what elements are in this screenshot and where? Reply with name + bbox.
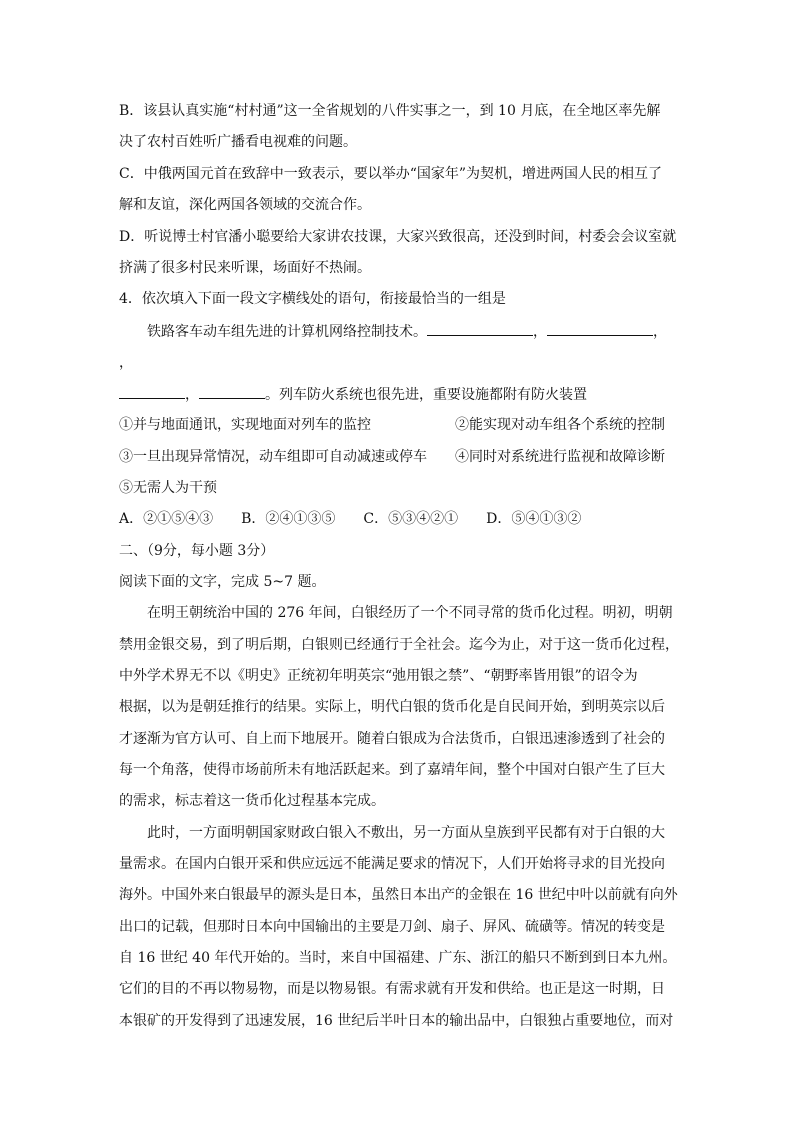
- paragraph-2-line: 量需求。在国内白银开采和供应远远不能满足要求的情况下，人们开始将寻求的目光投向: [119, 856, 665, 872]
- stray-comma: ，: [119, 355, 133, 371]
- question-4-passage-line-1: [147, 321, 667, 342]
- blank-4: [199, 384, 265, 399]
- section-instruction: 阅读下面的文字，完成 5~7 题。: [119, 574, 326, 590]
- option-d-line-1: D．听说博士村官潘小聪要给大家讲农技课，大家兴致很高，还没到时间，村委会会议室就: [119, 229, 677, 245]
- comma: ，: [185, 387, 199, 403]
- passage-start: 铁路客车动车组先进的计算机网络控制技术。: [147, 324, 427, 340]
- blank-3: [119, 384, 185, 399]
- paragraph-1-line: 根据，以为是朝廷推行的结果。实际上，明代白银的货币化是自民间开始，到明英宗以后: [119, 699, 665, 715]
- paragraph-1-line: 的需求，标志着这一货币化过程基本完成。: [119, 793, 385, 809]
- paragraph-1-line: 中外学术界无不以《明史》正统初年明英宗“弛用银之禁”、“朝野率皆用银”的诏令为: [119, 668, 638, 684]
- item-3: ③一旦出现异常情况，动车组即可自动减速或停车: [119, 449, 427, 465]
- passage-end: 。列车防火系统也很先进，重要设施都附有防火装置: [265, 387, 587, 403]
- option-d-line-2: 挤满了很多村民来听课，场面好不热闹。: [119, 260, 371, 276]
- paragraph-1-line: 才逐渐为官方认可、自上而下地展开。随着白银成为合法货币，白银迅速渗透到了社会的: [119, 731, 665, 747]
- comma: ，: [653, 324, 667, 340]
- item-2: ②能实现对动车组各个系统的控制: [455, 417, 665, 433]
- paragraph-2-line: 出口的记载，但那时日本向中国输出的主要是刀剑、扇子、屏风、硫磺等。情况的转变是: [119, 919, 665, 935]
- option-b-line-2: 决了农村百姓听广播看电视难的问题。: [119, 134, 357, 150]
- paragraph-2-line: 自 16 世纪 40 年代开始的。当时，来自中国福建、广东、浙江的船只不断到到日本九州。: [119, 950, 677, 966]
- item-4: ④同时对系统进行监视和故障诊断: [455, 449, 665, 465]
- paragraph-1-line: 在明王朝统治中国的 276 年间，白银经历了一个不同寻常的货币化过程。明初，明朝: [147, 605, 673, 621]
- section-heading: 二、（9分，每小题 3分）: [119, 543, 275, 559]
- paragraph-2-line: 海外。中国外来白银最早的源头是日本，虽然日本出产的金银在 16 世纪中叶以前就有向外: [119, 887, 678, 903]
- comma: ，: [533, 324, 547, 340]
- option-b-line-1: B．该县认真实施“村村通”这一全省规划的八件实事之一，到 10 月底，在全地区率先解: [119, 103, 661, 119]
- paragraph-1-line: 每一个角落，使得市场前所未有地活跃起来。到了嘉靖年间，整个中国对白银产生了巨大: [119, 762, 665, 778]
- item-5: ⑤无需人为干预: [119, 480, 217, 496]
- option-c-line-1: C．中俄两国元首在致辞中一致表示，要以举办“国家年”为契机，增进两国人民的相互了: [119, 166, 663, 182]
- item-1: ①并与地面通讯，实现地面对列车的监控: [119, 417, 371, 433]
- paragraph-2-line: 它们的目的不再以物易物，而是以物易银。有需求就有开发和供给。也正是这一时期，日: [119, 981, 665, 997]
- blank-2: [547, 321, 653, 336]
- question-4-stem: 4．依次填入下面一段文字横线处的语句，衔接最恰当的一组是: [119, 291, 506, 307]
- option-c-line-2: 解和友谊，深化两国各领域的交流合作。: [119, 197, 371, 213]
- answer-choices: A．②①⑤④③ B．②④①③⑤ C．⑤③④②① D．⑤④①③②: [119, 511, 582, 527]
- paragraph-2-line: 本银矿的开发得到了迅速发展，16 世纪后半叶日本的输出品中，白银独占重要地位，而对: [119, 1013, 674, 1029]
- paragraph-2-line: 此时，一方面明朝国家财政白银入不敷出，另一方面从皇族到平民都有对于白银的大: [147, 825, 665, 841]
- paragraph-1-line: 禁用金银交易，到了明后期，白银则已经通行于全社会。迄今为止，对于这一货币化过程，: [119, 637, 679, 653]
- blank-1: [427, 321, 533, 336]
- question-4-passage-line-2: [119, 384, 587, 405]
